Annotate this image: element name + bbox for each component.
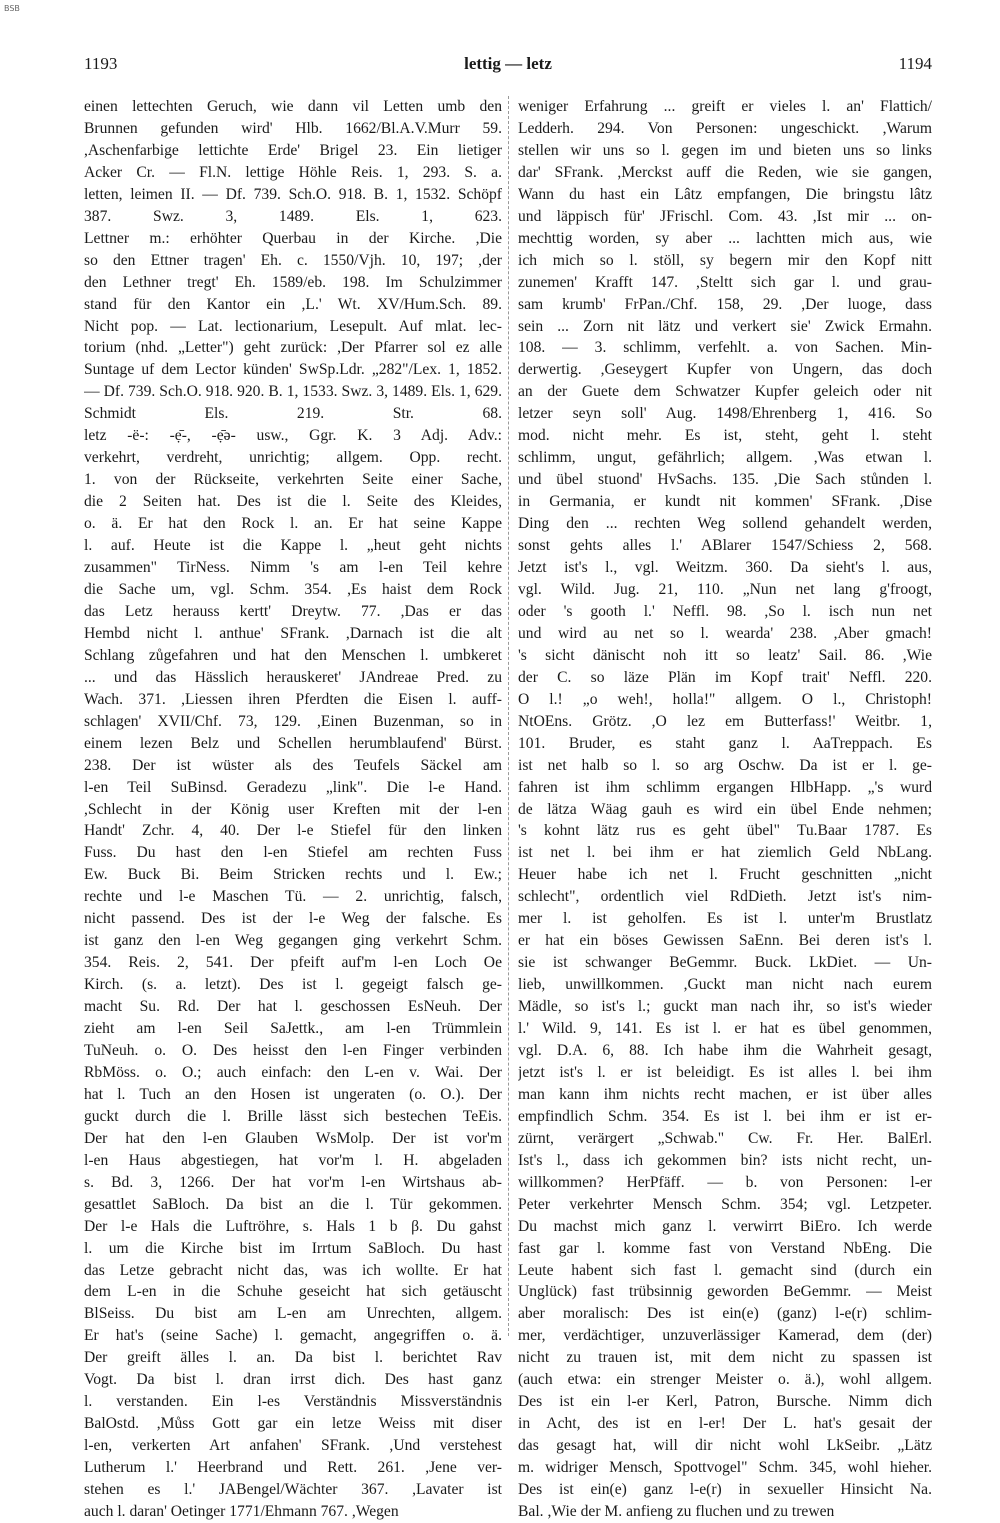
text-line: willkommen? HerPfäff. — b. von Personen: l-er <box>518 1173 932 1191</box>
text-line: fahren ist ihm schlimm ergangen HlbHapp. „'s wurd <box>518 778 932 796</box>
text-line: schlimm, ungut, gefährlich; allgem. ,Was etwan l. <box>518 449 932 467</box>
column-divider <box>508 96 509 1336</box>
text-line: der C. so läze Plän im Kopf trait' Neffl. 220. <box>518 668 932 686</box>
text-line: Leute habent sich fast l. gemacht sind (durch ein <box>518 1261 932 1279</box>
text-line: 354. Reis. 2, 541. Der pfeift auf'm l-en Loch Oe <box>84 954 502 972</box>
text-line: 387. Swz. 3, 1489. Els. 1, 623. <box>84 207 502 225</box>
text-line: Acker Cr. — Fl.N. lettige Höhle Reis. 1, 293. S. a. <box>84 163 502 181</box>
text-line: mod. nicht mehr. Es ist, steht, geht l. steht <box>518 427 932 445</box>
text-line: sie ist schwanger BeGemmr. Buck. LkDiet. — Un- <box>518 954 932 972</box>
text-line: l.' Wild. 9, 141. Es ist l. er hat es übel genommen, <box>518 1020 932 1038</box>
text-line: Jetzt ist's l., vgl. Weitzm. 360. Da sieht's l. aus, <box>518 559 932 577</box>
text-line: Wach. 371. ,Liessen ihren Pferdten die Eisen l. auff- <box>84 690 502 708</box>
library-watermark: BSB <box>4 4 20 13</box>
text-line: gesattlet SaBloch. Da bist an die l. Tür gekommen. <box>84 1195 502 1213</box>
text-line: Bal. ,Wie der M. anfieng zu fluchen und zu trewen <box>518 1503 835 1520</box>
text-line: schlagen' XVII/Chf. 73, 129. ,Einen Buzenman, so in <box>84 712 502 730</box>
text-line: fast gar l. komme fast von Verstand NbEng. Die <box>518 1239 932 1257</box>
text-line: und wird au net so l. wearda' 238. ,Aber gmach! <box>518 624 932 642</box>
text-line: RbMöss. o. O.; auch einfach: den L-en v. Wai. Der <box>84 1063 502 1081</box>
text-line: empfindlich Schm. 354. Es ist l. bei ihm er ist er- <box>518 1107 932 1125</box>
text-line: 's sicht dänischt noh itt so leatz' Sail. 86. ,Wie <box>518 646 932 664</box>
text-line: 1. von der Rückseite, verkehrten Seite einer Sache, <box>84 471 502 489</box>
text-line: Vogt. Da bist l. dran irrst dich. Des hast ganz <box>84 1371 502 1389</box>
text-line: aber moralisch: Des ist ein(e) (ganz) l-e(r) schlim- <box>518 1305 932 1323</box>
text-line: die 2 Seiten hat. Des ist die l. Seite des Kleides, <box>84 493 502 511</box>
text-line: jetzt ist's l. er ist beleidigt. Es ist alles l. bei ihm <box>518 1063 932 1081</box>
page-number-right: 1194 <box>898 54 932 73</box>
left-column <box>84 96 502 1523</box>
text-line: sam krumb' FrPan./Chf. 158, 29. ,Der luoge, dass <box>518 295 932 313</box>
text-line: letz -ë-: -ẹ̄-, -ẹ̄ə- usw., Ggr. K. 3 Adj. Adv.: <box>84 427 502 445</box>
text-line: s. Bd. 3, 1266. Der hat vor'm l-en Wirtshaus ab- <box>84 1173 502 1191</box>
text-line: weniger Erfahrung ... greift er vieles l. an' Flattich/ <box>518 98 932 115</box>
text-line: ist net l. bei ihm er hat ziemlich Geld NbLang. <box>518 844 932 862</box>
text-line: torium (nhd. „Letter") geht zurück: ,Der Pfarrer sol ez alle <box>84 339 502 357</box>
text-line: mechttig worden, sy aber ... lachtten mich aus, wie <box>518 229 932 247</box>
text-line: m. widriger Mensch, Spottvogel" Schm. 345, wohl hieher. <box>518 1459 932 1477</box>
text-line: Du machst mich ganz l. verwirrt BiEro. Ich werde <box>518 1217 932 1235</box>
text-line: ,Aschenfarbige lettichte Erde' Brigel 23. Ein lietiger <box>84 141 502 159</box>
text-line: Suntage uf dem Lector künden' SwSp.Ldr. „282"/Lex. 1, 1852. <box>84 361 502 379</box>
text-line: Der greift älles l. an. Da bist l. berichtet Rav <box>84 1349 502 1367</box>
text-line: Ist's l., dass ich gekommen bin? ists nicht recht, un- <box>518 1151 932 1169</box>
text-line: dem L-en in die Schuhe geseicht hat sich getäuscht <box>84 1283 502 1301</box>
text-line: l. auf. Heute ist die Kappe l. „heut geht nichts <box>84 537 502 555</box>
text-line: Handt' Zchr. 4, 40. Der l-e Stiefel für den linken <box>84 822 502 840</box>
text-line: rechte und l-e Maschen Tü. — 2. unrichtig, falsch, <box>84 888 502 906</box>
text-line: er hat ein böses Gewissen SaEnn. Bei deren ist's l. <box>518 932 932 950</box>
text-line: BalOstd. ,Můss Gott gar ein letze Weiss mit diser <box>84 1415 502 1433</box>
text-line: einem lezen Belz und Schellen herumblaufend' Bürst. <box>84 734 502 752</box>
text-line: sein ... Zorn nit lätz und verkert sie' Zwick Ermahn. <box>518 317 932 335</box>
text-line: 108. — 3. schlimm, verfehlt. a. von Sachen. Min- <box>518 339 932 357</box>
text-line: de lätza Wäag gauh es wird ein übel Ende nehmen; <box>518 800 932 818</box>
text-line: zürnt, verärgert „Schwab." Cw. Fr. Her. BalErl. <box>518 1129 932 1147</box>
text-line: letzer seyn soll' Aug. 1498/Ehrenberg 1, 416. So <box>518 405 932 423</box>
text-line: Des ist ein(e) ganz l-e(r) in sexueller Hinsicht Na. <box>518 1481 932 1499</box>
right-column <box>518 96 932 1523</box>
text-line: l-en Haus abgestiegen, hat vor'm l. H. abgeladen <box>84 1151 502 1169</box>
text-line: Wann du hast ein Lâtz empfangen, Die bringstu lâtz <box>518 185 932 203</box>
text-line: Kirch. (s. a. letzt). Des ist l. gegeigt falsch ge- <box>84 976 502 994</box>
text-line: vgl. D.A. 6, 88. Ich habe ihm die Wahrheit gesagt, <box>518 1041 932 1059</box>
text-line: l. um die Kirche bist im Irrtum SaBloch. Du hast <box>84 1239 502 1257</box>
text-line: Brunnen gefunden wird' Hlb. 1662/Bl.A.V.Murr 59. <box>84 119 502 137</box>
text-line: Schlang zůgefahren und hat den Menschen l. umbkeret <box>84 646 502 664</box>
text-line: letten, leimen II. — Df. 739. Sch.O. 918. B. 1, 1532. Schöpf <box>84 185 502 203</box>
text-line: stehen es l.' JABengel/Wächter 367. ,Lavater ist <box>84 1481 502 1499</box>
text-line: ist net halb so l. so arg Oschw. Da ist er l. ge- <box>518 756 932 774</box>
text-line: zunemen' Krafft 147. ,Steltt sich gar l. und grau- <box>518 273 932 291</box>
text-line: Mädle, so ist's l.; guckt man nach ihr, so ist's wieder <box>518 998 932 1016</box>
text-line: 101. Bruder, es staht ganz l. AaTreppach. Es <box>518 734 932 752</box>
text-line: Fuss. Du hast den l-en Stiefel am rechten Fuss <box>84 844 502 862</box>
running-head: lettig — letz <box>464 54 552 73</box>
text-line: nicht passend. Des ist der l-e Weg der falsche. Es <box>84 910 502 928</box>
text-line: die Sache um, vgl. Schm. 354. ,Es haist dem Rock <box>84 580 502 598</box>
text-line: — Df. 739. Sch.O. 918. 920. B. 1, 1533. Swz. 3, 1489. Els. 1, 629. <box>84 383 502 401</box>
text-line: und übel stuond' HvSachs. 135. ,Die Sach stůnden l. <box>518 471 932 489</box>
text-line: in Germania, er kundt nit kommen' SFrank. ,Dise <box>518 493 932 511</box>
text-line: hat l. Tuch an den Hosen ist ungeraten (o. O.). Der <box>84 1085 502 1103</box>
text-line: zieht am l-en Seil SaJettk., am l-en Trümmlein <box>84 1020 502 1038</box>
text-line: TuNeuh. o. O. Des heisst den l-en Finger verbinden <box>84 1041 502 1059</box>
text-line: (auch etwa: ein strenger Meister o. ä.), wohl allgem. <box>518 1371 932 1389</box>
text-line: Nicht pop. — Lat. lectionarium, Lesepult. Auf mlat. lec- <box>84 317 502 335</box>
text-line: Schmidt Els. 219. Str. 68. <box>84 405 502 423</box>
text-line: BlSeiss. Du bist am L-en am Unrechten, allgem. <box>84 1305 502 1323</box>
text-line: man kann ihm nichts recht machen, er ist über alles <box>518 1085 932 1103</box>
text-line: dar' SFrank. ,Merckst auff die Reden, wie sie gangen, <box>518 163 932 181</box>
text-line: o. ä. Er hat den Rock l. an. Er hat seine Kappe <box>84 515 502 533</box>
text-line: sonst gehts alles l.' ABlarer 1547/Schiess 2, 568. <box>518 537 932 555</box>
text-line: Der l-e Hals die Luftröhre, s. Hals 1 b β. Du gahst <box>84 1217 502 1235</box>
text-line: ... und das Hässlich herauskeret' JAndreae Pred. zu <box>84 668 502 686</box>
text-line: oder 's gooth l.' Neffl. 98. ,So l. isch nun net <box>518 602 932 620</box>
text-line: Unglück) fast trübsinnig geworden BeGemmr. — Meist <box>518 1283 932 1301</box>
text-line: lieb, unwillkommen. ,Guckt man nicht nach eurem <box>518 976 932 994</box>
text-line: ich mich so l. stöll, sy begern mir den Kopf nitt <box>518 251 932 269</box>
text-line: an der Guete dem Schwatzer Kupfer geleich oder nit <box>518 383 932 401</box>
text-line: guckt durch die l. Brille lässt sich bestechen TeEis. <box>84 1107 502 1125</box>
text-line: zusammen" TirNess. Nimm 's am l-en Teil kehre <box>84 559 502 577</box>
text-line: so den Ettner tragen' Eh. c. 1550/Vjh. 10, 197; ,der <box>84 251 502 269</box>
text-line: l-en, verkerten Art anfahen' SFrank. ,Und verstehest <box>84 1437 502 1455</box>
text-line: NtOEns. Grötz. ,O lez em Butterfass!' Weitbr. 1, <box>518 712 932 730</box>
text-line: Der hat den l-en Glauben WsMolp. Der ist vor'm <box>84 1129 502 1147</box>
text-line: l-en Teil SuBinsd. Geradezu „link". Die l-e Hand. <box>84 778 502 796</box>
text-line: Ew. Buck Bi. Beim Stricken rechts und l. Ew.; <box>84 866 502 884</box>
text-line: 238. Der ist wüster als des Teufels Säckel am <box>84 756 502 774</box>
text-line: mer, verdächtiger, unzuverlässiger Kamerad, dem (der) <box>518 1327 932 1345</box>
text-line: in Acht, des ist en l-er! Der L. hat's gesait der <box>518 1415 932 1433</box>
text-line: Hembd nicht l. anthue' SFrank. ,Darnach ist die alt <box>84 624 502 642</box>
text-line: Des ist ein l-er Kerl, Patron, Bursche. Nimm dich <box>518 1393 932 1411</box>
text-line: schlecht", ordentlich viel RdDieth. Jetzt ist's nim- <box>518 888 932 906</box>
text-line: derwertig. ,Geseygert Kupfer von Ungern, das doch <box>518 361 932 379</box>
text-line: das Letz herauss kertt' Dreytw. 77. ,Das er das <box>84 602 502 620</box>
text-line: den Lethner tregt' Eh. 1589/eb. 198. Im Schulzimmer <box>84 273 502 291</box>
text-line: Lutherum l.' Heerbrand und Rett. 261. ,Jene ver- <box>84 1459 502 1477</box>
text-line: l. verstanden. Ein l-es Verständnis Missverständnis <box>84 1393 502 1411</box>
text-line: stellen wir uns so l. gegen im und bieten uns so links <box>518 141 932 159</box>
text-line: mer l. ist geholfen. Es ist l. unter'm Brustlatz <box>518 910 932 928</box>
text-line: ,Schlecht in der König user Kreften mit der l-en <box>84 800 502 818</box>
text-line: auch l. daran' Oetinger 1771/Ehmann 767. ,Wegen <box>84 1503 399 1520</box>
text-line: O l.! „o weh!, holla!" allgem. O l., Christoph! <box>518 690 932 708</box>
text-line: verkehrt, verdreht, unrichtig; allgem. Opp. recht. <box>84 449 502 467</box>
text-line: stand für den Kantor ein ,L.' Wt. XV/Hum.Sch. 89. <box>84 295 502 313</box>
text-line: Er hat's (seine Sache) l. gemacht, angegriffen o. ä. <box>84 1327 502 1345</box>
text-line: Lettner m.: erhöhter Querbau in der Kirche. ,Die <box>84 229 502 247</box>
text-line: vgl. Wild. Jug. 21, 110. „Nun net lang g'froogt, <box>518 580 932 598</box>
text-line: Ding den ... rechten Weg sollend gehandelt werden, <box>518 515 932 533</box>
page-number-left: 1193 <box>84 54 118 73</box>
text-line: ist ganz den l-en Weg gegangen ging verkehrt Schm. <box>84 932 502 950</box>
text-line: Heuer habe ich net l. Frucht geschnitten „nicht <box>518 866 932 884</box>
text-line: Peter verkehrter Mensch Schm. 354; vgl. Letzpeter. <box>518 1195 932 1213</box>
text-line: macht Su. Rd. Der hat l. geschossen EsNeuh. Der <box>84 998 502 1016</box>
page-header <box>84 54 932 82</box>
text-line: das gesagt hat, will dir nicht wohl LkSeibr. „Lätz <box>518 1437 932 1455</box>
text-line: einen lettechten Geruch, wie dann vil Letten umb den <box>84 98 502 115</box>
text-line: 's kohnt lätz rus es geht übel" Tu.Baar 1787. Es <box>518 822 932 840</box>
text-line: nicht zu trauen ist, mit dem nicht zu spassen ist <box>518 1349 932 1367</box>
text-line: und läppisch für' JFrischl. Com. 43. ,Ist mir ... on- <box>518 207 932 225</box>
text-line: das Letze gebracht nicht das, was ich wollte. Er hat <box>84 1261 502 1279</box>
text-line: Ledderh. 294. Von Personen: ungeschickt. ,Warum <box>518 119 932 137</box>
